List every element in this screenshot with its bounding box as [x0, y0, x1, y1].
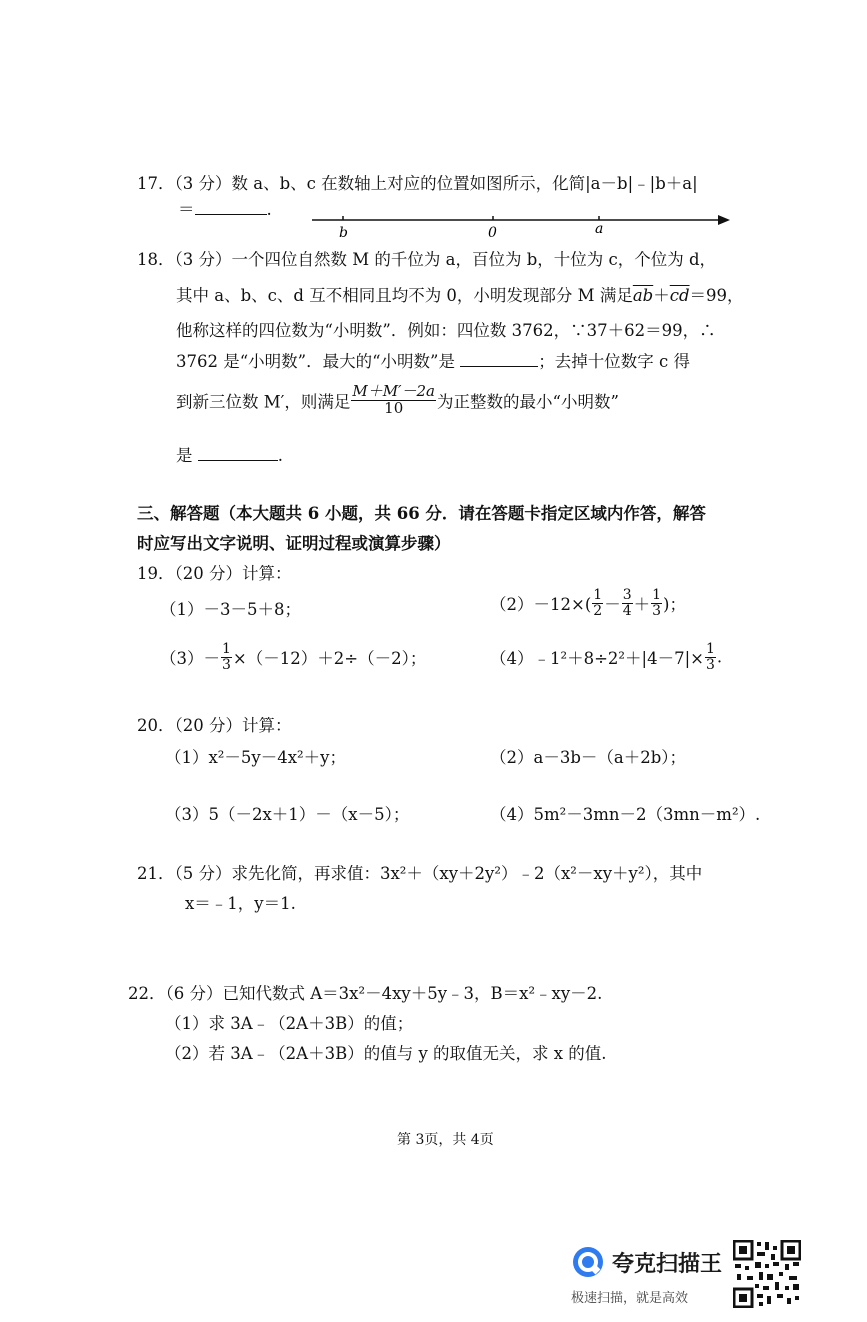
q17-blank[interactable] [195, 200, 267, 215]
q18-line3: 他称这样的四位数为“小明数”．例如：四位数 3762，∵37＋62＝99，∴ [176, 321, 716, 340]
q18-line2-end: ＝99， [689, 286, 744, 305]
number-line [300, 208, 735, 240]
axis-label-b: b [339, 225, 348, 240]
q18-line6-text: 是 [176, 446, 193, 465]
q18-line1: 18．（3 分）一个四位自然数 M 的千位为 a，百位为 b，十位为 c，个位为 d， [137, 250, 717, 269]
frac-num: 1 [705, 641, 715, 657]
q17-equals: ＝ [178, 200, 195, 219]
q18-line5 [176, 384, 619, 417]
q18-line5-end: 为正整数的最小“小明数” [437, 392, 619, 412]
q19-part4 [490, 642, 722, 672]
q18-line4-end: ；去掉十位数字 c 得 [538, 352, 690, 371]
q18-line2-text: 其中 a、b、c、d 互不相同且均不为 0，小明发现部分 M 满足 [176, 286, 633, 305]
frac-den: 4 [622, 602, 632, 619]
q22-part1: （1）求 3A﹣（2A＋3B）的值； [165, 1014, 414, 1033]
q18-line6-end: . [277, 446, 283, 465]
q21-line1: 21．（5 分）求先化简，再求值：3x²＋（xy＋2y²）﹣2（x²－xy＋y²），其中 [137, 864, 703, 883]
frac-num: 1 [222, 641, 231, 657]
q19-p3-start: （3）－ [160, 649, 220, 669]
q22-line1: 22．（6 分）已知代数式 A＝3x²－4xy＋5y﹣3，B＝x²﹣xy－2. [128, 984, 603, 1003]
q19-p2-minus: － [604, 595, 621, 615]
q22-part2: （2）若 3A﹣（2A＋3B）的值与 y 的取值无关，求 x 的值. [165, 1044, 607, 1063]
q20-part2: （2）a－3b－（a＋2b）； [490, 748, 687, 767]
qr-code [733, 1240, 801, 1308]
q19-title: 19．（20 分）计算： [137, 564, 292, 583]
scanner-logo-icon [571, 1245, 605, 1279]
frac-num: 1 [652, 587, 662, 603]
frac-den: 3 [652, 602, 662, 619]
q20-part4: （4）5m²－3mn－2（3mn－m²）. [490, 805, 761, 824]
page-footer: 第 3页，共 4页 [397, 1132, 494, 1148]
q19-p2-frac3 [651, 588, 662, 618]
q18-overline-ab: $\overline{ab}$ [632, 286, 654, 305]
section3-heading-line2: 时应写出文字说明、证明过程或演算步骤） [137, 534, 451, 553]
q19-p2-frac1 [592, 588, 603, 618]
q19-p3-frac [221, 642, 232, 672]
frac-num: 3 [622, 587, 632, 603]
scanner-slogan: 极速扫描，就是高效 [571, 1291, 689, 1306]
q17-line1: 17．（3 分）数 a、b、c 在数轴上对应的位置如图所示，化简|a－b|﹣|b＋a| [137, 174, 698, 193]
frac-den: 2 [593, 602, 603, 619]
q18-frac-den: 10 [384, 398, 404, 417]
q21-line2: x＝﹣1，y＝1. [185, 894, 296, 913]
q19-part3 [160, 642, 426, 672]
q18-blank-2[interactable] [198, 446, 278, 461]
q18-frac-num: M＋M′－2a [352, 382, 436, 400]
q19-part1: （1）－3－5＋8； [160, 600, 301, 619]
q17-answer-line [178, 196, 272, 220]
q20-part1: （1）x²－5y－4x²＋y； [165, 748, 346, 767]
q18-line5-text: 到新三位数 M′，则满足 [176, 392, 351, 412]
q19-p4-frac [705, 642, 716, 672]
q19-p2-end: )； [663, 595, 686, 615]
section3-heading-line1: 三、解答题（本大题共 6 小题，共 66 分．请在答题卡指定区域内作答，解答 [137, 504, 706, 523]
frac-den: 3 [222, 656, 231, 673]
q19-p2-start: （2）－12×( [490, 595, 592, 615]
q19-p4-end: . [716, 647, 723, 667]
frac-num: 1 [593, 587, 603, 603]
q18-line2 [176, 282, 744, 306]
scanner-logo [571, 1245, 605, 1283]
q18-plus: ＋ [653, 286, 670, 305]
q18-line4-text: 3762 是“小明数”．最大的“小明数”是 [176, 352, 455, 371]
q18-line6 [176, 442, 283, 466]
q18-blank-1[interactable] [460, 352, 538, 367]
q18-fraction [351, 384, 436, 417]
scanner-brand: 夸克扫描王 [612, 1252, 723, 1277]
axis-label-a: a [595, 221, 604, 237]
q19-p2-plus: ＋ [633, 595, 651, 615]
q17-period: . [266, 200, 272, 219]
frac-den: 3 [705, 656, 715, 673]
q18-line4 [176, 348, 690, 372]
q19-p3-end: ×（－12）＋2÷（－2）； [232, 649, 427, 669]
q18-overline-cd: $\overline{cd}$ [669, 286, 690, 305]
q20-part3: （3）5（－2x＋1）－（x－5）； [165, 805, 410, 824]
q20-title: 20．（20 分）计算： [137, 716, 292, 735]
q19-part2 [490, 588, 686, 618]
axis-label-0: 0 [488, 225, 497, 240]
q19-p4-start: （4）﹣1²＋8÷2²＋|4－7|× [490, 649, 704, 669]
q19-p2-frac2 [622, 588, 633, 618]
